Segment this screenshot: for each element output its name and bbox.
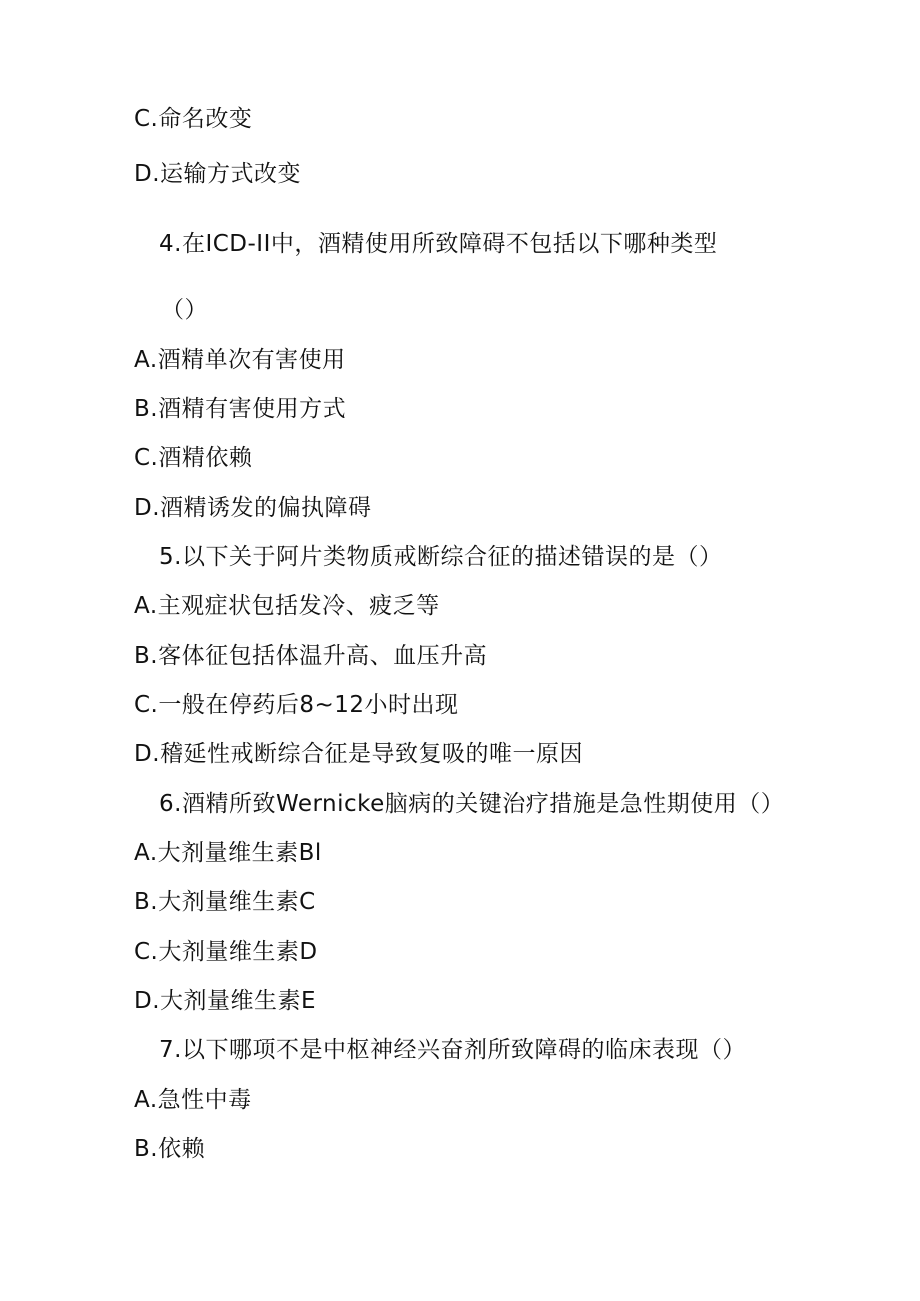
option-line: D.大剂量维生素E xyxy=(134,988,317,1014)
option-line: C.酒精依赖 xyxy=(134,445,253,471)
question-line: 7.以下哪项不是中枢神经兴奋剂所致障碍的临床表现（） xyxy=(159,1037,746,1063)
option-line: A.急性中毒 xyxy=(134,1087,252,1113)
option-line: A.主观症状包括发冷、疲乏等 xyxy=(134,593,440,619)
option-line: D.酒精诱发的偏执障碍 xyxy=(134,495,372,521)
option-line: D.稽延性戒断综合征是导致复吸的唯一原因 xyxy=(134,741,584,767)
question-line: 5.以下关于阿片类物质戒断综合征的描述错误的是（） xyxy=(159,544,723,570)
option-line: C.一般在停药后8~12小时出现 xyxy=(134,692,459,718)
option-line: A.酒精单次有害使用 xyxy=(134,347,346,373)
option-line: B.依赖 xyxy=(134,1136,206,1162)
question-blank: （） xyxy=(161,297,208,323)
question-line: 4.在ICD-II中，酒精使用所致障碍不包括以下哪种类型 xyxy=(159,231,718,257)
option-line: C.命名改变 xyxy=(134,106,253,132)
option-line: A.大剂量维生素Bl xyxy=(134,840,322,866)
option-line: D.运输方式改变 xyxy=(134,161,302,187)
question-line: 6.酒精所致Wernicke脑病的关键治疗措施是急性期使用（） xyxy=(159,791,785,817)
option-line: C.大剂量维生素D xyxy=(134,939,318,965)
option-line: B.酒精有害使用方式 xyxy=(134,396,347,422)
option-line: B.大剂量维生素C xyxy=(134,889,316,915)
option-line: B.客体征包括体温升高、血压升高 xyxy=(134,643,488,669)
